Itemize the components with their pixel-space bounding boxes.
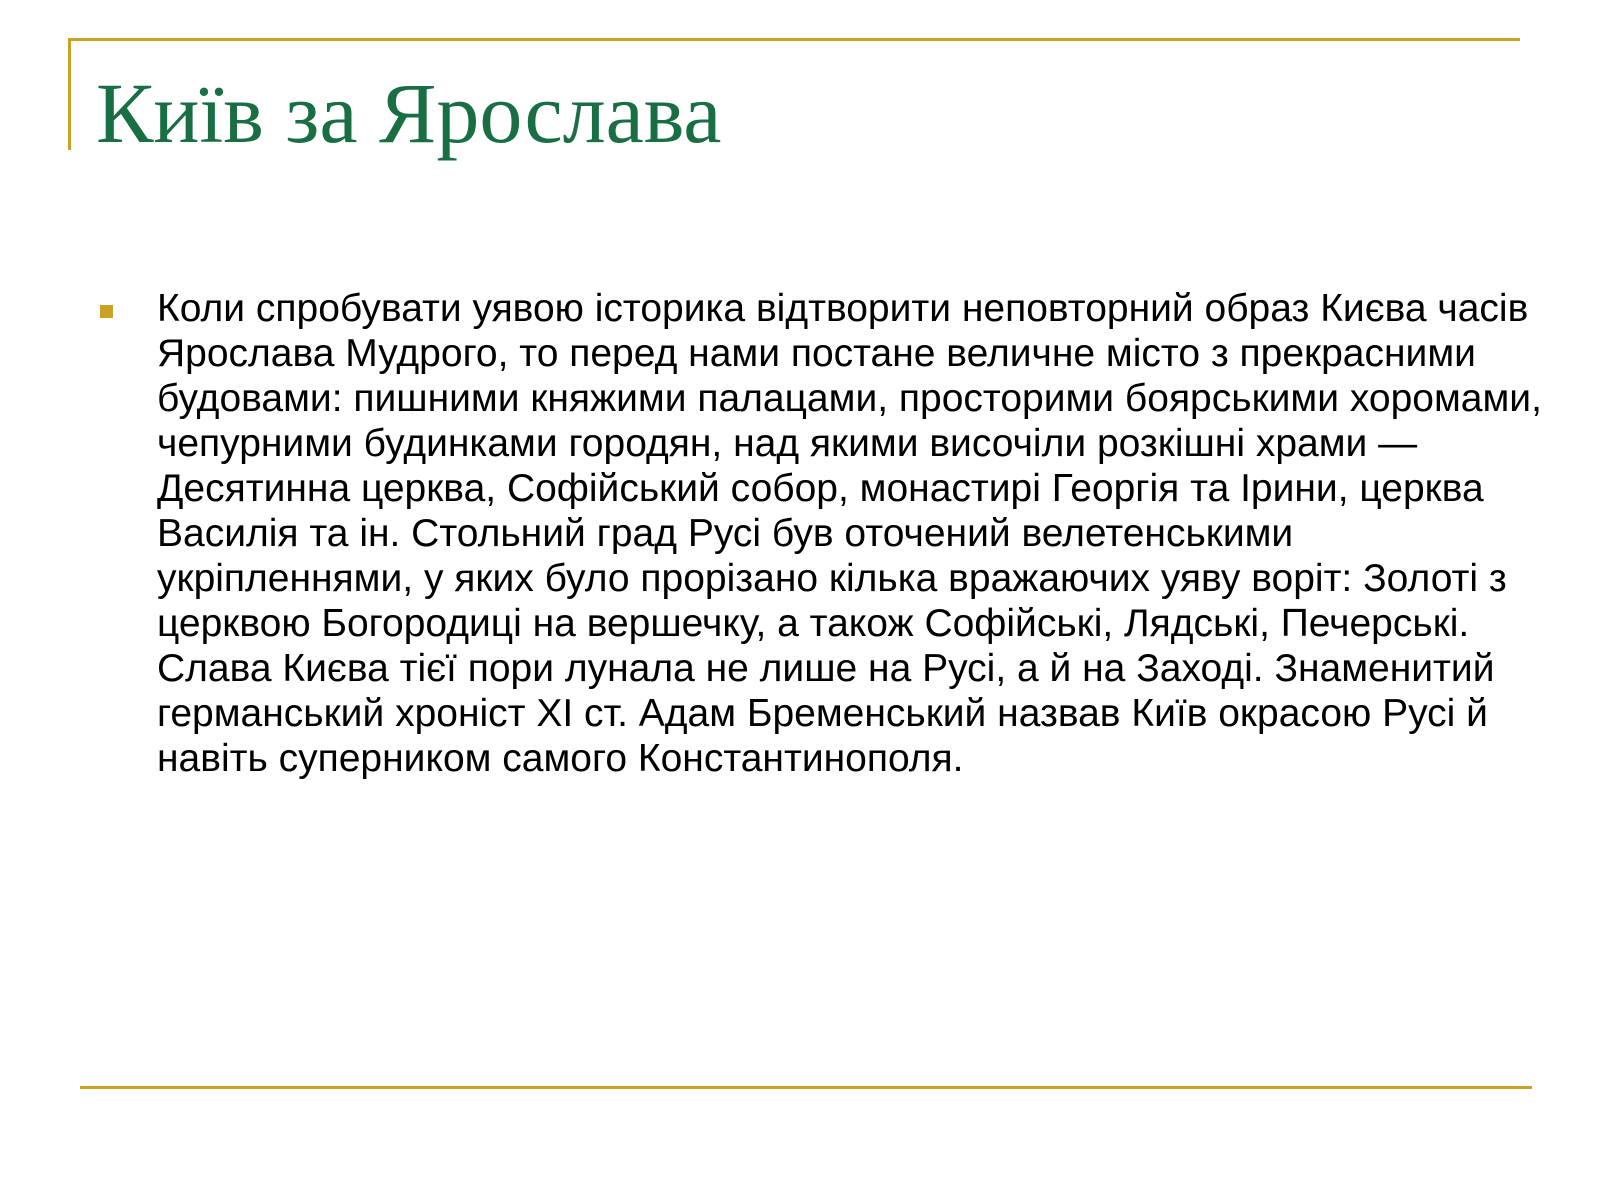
body-paragraph: Коли спробувати уявою історика відтворити неповторний образ Києва часів Ярослава Мудрого, то перед нами постане величне місто з прекрасними будовами: пишними княжими палацами, просторими боярськими хоромами, чепурними будинками городян, над якими височіли розкішні храми — Десятинна церква, Софійський собор, монастирі Георгія та Ірини, церква Василія та ін. Стольний град Русі був оточений велетенськими укріпленнями, у яких було прорізано кілька вражаючих уяву воріт: Золоті з церквою Богородиці на вершечку, а також Софійські, Лядські, Печерські. Слава Києва тієї пори лунала не лише на Русі, а й на Заході. Знаменитий германський хроніст XI ст. Адам Бременський назвав Київ окрасою Русі й навіть суперником самого Константинополя.: [157, 287, 1542, 780]
left-rule: [68, 38, 71, 150]
square-bullet-icon: [100, 305, 113, 318]
top-rule: [68, 38, 1520, 41]
bottom-rule: [80, 1086, 1532, 1089]
slide-content: [96, 286, 1546, 781]
slide-title: Київ за Ярослава: [96, 65, 722, 161]
